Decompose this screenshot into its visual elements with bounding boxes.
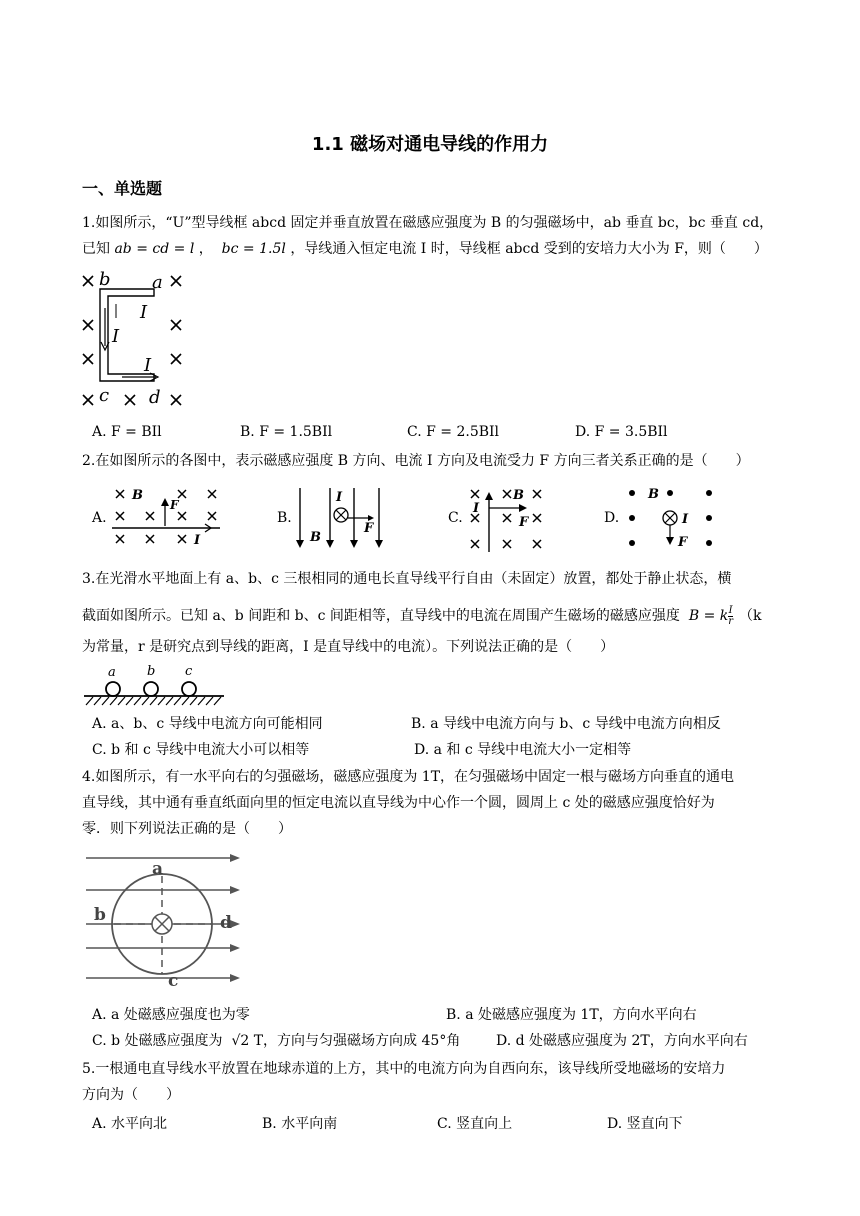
section-heading: 一、单选题: [82, 179, 163, 198]
q2-label-d[interactable]: D.: [604, 510, 620, 526]
question-4-line-2: 直导线，其中通有垂直纸面向里的恒定电流以直导线为中心作一个圆，圆周上 c 处的磁感应强度恰好为: [82, 795, 715, 811]
label-a: a: [152, 272, 163, 293]
label-c: c: [168, 971, 179, 990]
question-1-line-2: 已知 ab = cd = l ， bc = 1.5l ，导线通入恒定电流 I 时，导线框 abcd 受到的安培力大小为 F，则（ ）: [82, 241, 768, 257]
question-1-line-1: 1.如图所示，“U”型导线框 abcd 固定并垂直放置在磁感应强度为 B 的匀强磁场中，ab 垂直 bc，bc 垂直 cd，: [82, 215, 774, 231]
q2-label-a[interactable]: A.: [92, 510, 107, 526]
label-c: c: [185, 664, 193, 679]
q5-option-b[interactable]: B. 水平向南: [262, 1116, 338, 1132]
symbol-b: B: [310, 530, 321, 545]
q1-option-a[interactable]: A. F = BIl: [92, 424, 162, 440]
symbol-f: F: [678, 535, 688, 550]
q1-option-b[interactable]: B. F = 1.5BIl: [240, 424, 333, 440]
q4-option-a[interactable]: A. a 处磁感应强度也为零: [92, 1007, 250, 1023]
question-4-line-1: 4.如图所示，有一水平向右的匀强磁场，磁感应强度为 1T，在匀强磁场中固定一根与磁场方向垂直的通电: [82, 769, 735, 785]
q1-option-d[interactable]: D. F = 3.5BIl: [575, 424, 668, 440]
label-b: b: [99, 269, 111, 290]
q3-option-b[interactable]: B. a 导线中电流方向与 b、c 导线中电流方向相反: [411, 716, 721, 732]
q3-option-a[interactable]: A. a、b、c 导线中电流方向可能相同: [92, 716, 323, 732]
q5-option-d[interactable]: D. 竖直向下: [607, 1116, 683, 1132]
sqrt-two: √2: [231, 1033, 250, 1049]
q3-option-c[interactable]: C. b 和 c 导线中电流大小可以相等: [92, 742, 310, 758]
q5-option-a[interactable]: A. 水平向北: [92, 1116, 168, 1132]
q4-option-b[interactable]: B. a 处磁感应强度为 1T，方向水平向右: [446, 1007, 697, 1023]
question-2-line-1: 2.在如图所示的各图中，表示磁感应强度 B 方向、电流 I 方向及电流受力 F 方向三者关系正确的是（ ）: [82, 453, 750, 469]
label-a: a: [152, 859, 164, 879]
label-current-bottom: I: [144, 355, 152, 376]
symbol-i: I: [682, 512, 689, 527]
question-3-line-3: 为常量，r 是研究点到导线的距离，I 是直导线中的电流）。下列说法正确的是（ ）: [82, 639, 615, 655]
question-5-line-1: 5.一根通电直导线水平放置在地球赤道的上方，其中的电流方向为自西向东，该导线所受地磁场的安培力: [82, 1061, 726, 1077]
question-3-line-1: 3.在光滑水平地面上有 a、b、c 三根相同的通电长直导线平行自由（未固定）放置，都处于静止状态，横: [82, 571, 732, 587]
question-5-line-2: 方向为（ ）: [82, 1087, 180, 1103]
label-a: a: [108, 665, 116, 680]
q1-option-c[interactable]: C. F = 2.5BIl: [407, 424, 500, 440]
symbol-f: F: [519, 515, 529, 530]
field-circle-figure: [84, 850, 244, 990]
symbol-b: B: [513, 488, 524, 503]
question-3-line-2: 截面如图所示。已知 a、b 间距和 b、c 间距相等，直导线中的电流在周围产生磁场的磁感应强度 B = k $\frac{I}{r}$ （k: [82, 604, 762, 627]
symbol-i: I: [336, 490, 343, 505]
label-current-left: I: [112, 326, 120, 347]
question-4-line-3: 零．则下列说法正确的是（ ）: [82, 821, 292, 837]
symbol-f: F: [170, 498, 179, 512]
q2-label-b[interactable]: B.: [277, 510, 292, 526]
label-d: d: [220, 913, 232, 933]
symbol-b: B: [132, 488, 143, 503]
label-b: b: [94, 905, 106, 925]
symbol-b: B: [648, 487, 659, 502]
label-current-top: I: [140, 302, 148, 323]
three-wires-figure: [84, 662, 226, 708]
page-title: 1.1 磁场对通电导线的作用力: [311, 134, 549, 155]
q2-label-c[interactable]: C.: [448, 510, 463, 526]
q2-figure-b: [292, 484, 387, 550]
label-d: d: [149, 387, 161, 408]
u-frame-figure: [78, 268, 190, 412]
cross-mark: [83, 276, 93, 286]
q2-figure-d: [622, 484, 722, 550]
q3-option-d[interactable]: D. a 和 c 导线中电流大小一定相等: [414, 742, 632, 758]
q4-option-d[interactable]: D. d 处磁感应强度为 2T，方向水平向右: [496, 1033, 748, 1049]
q4-option-c[interactable]: C. b 处磁感应强度为 √2 T，方向与匀强磁场方向成 45°角: [92, 1033, 461, 1049]
label-b: b: [147, 664, 156, 679]
label-c: c: [99, 385, 110, 406]
q2-figure-a: [110, 484, 225, 550]
q5-option-c[interactable]: C. 竖直向上: [437, 1116, 513, 1132]
symbol-f: F: [364, 521, 374, 536]
q2-figure-c: [465, 484, 555, 554]
symbol-i: I: [194, 533, 201, 548]
symbol-i: I: [473, 501, 480, 516]
